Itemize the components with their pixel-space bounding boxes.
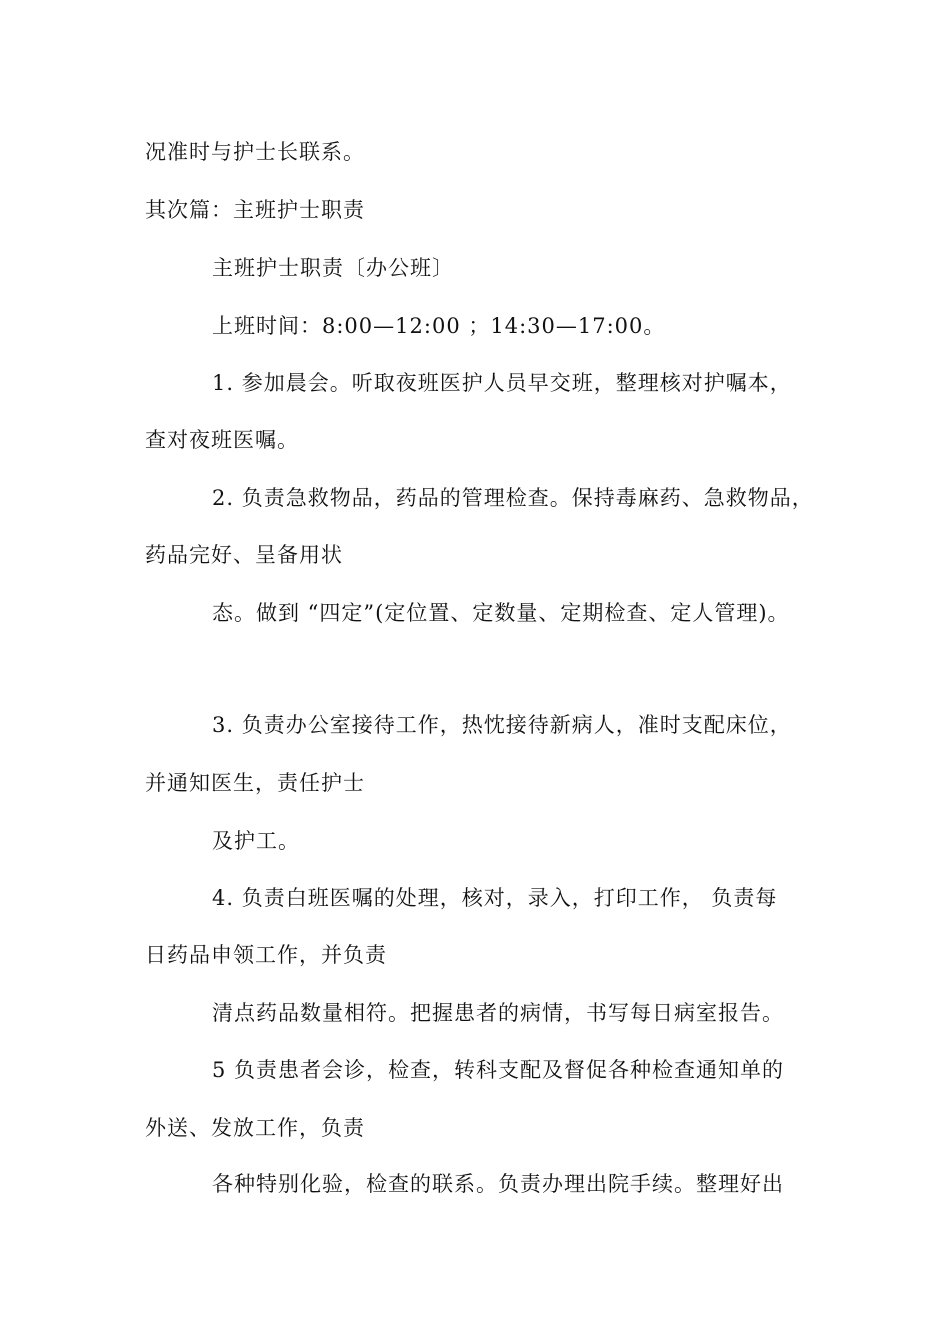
item-5-line-2: 外送、发放工作，负责 (145, 1116, 365, 1140)
item-1-line-1: 1. 参加晨会。听取夜班医护人员早交班，整理核对护嘱本， (212, 371, 792, 395)
item-5-line-3: 各种特别化验，检查的联系。负责办理出院手续。整理好出 (212, 1172, 784, 1196)
text-line-1: 况准时与护士长联系。 (145, 140, 365, 164)
item-3-line-2: 并通知医生，责任护士 (145, 771, 365, 795)
item-5-line-1: 5 负责患者会诊，检查，转科支配及督促各种检查通知单的 (212, 1058, 785, 1082)
subheading: 主班护士职责〔办公班〕 (212, 256, 454, 280)
item-2-line-1: 2. 负责急救物品，药品的管理检查。保持毒麻药、急救物品， (212, 486, 814, 510)
item-2-line-3: 态。做到 “四定”(定位置、定数量、定期检查、定人管理)。 (212, 601, 790, 625)
item-3-line-1: 3. 负责办公室接待工作，热忱接待新病人，准时支配床位， (212, 713, 792, 737)
item-3-line-3: 及护工。 (212, 829, 300, 853)
item-4-line-3: 清点药品数量相符。把握患者的病情，书写每日病室报告。 (212, 1001, 784, 1025)
section-heading: 其次篇：主班护士职责 (145, 198, 365, 222)
item-1-line-2: 查对夜班医嘱。 (145, 428, 299, 452)
item-2-line-2: 药品完好、呈备用状 (145, 543, 343, 567)
work-hours-line: 上班时间：8:00—12:00 ；14:30—17:00。 (212, 314, 666, 338)
item-4-line-1: 4. 负责白班医嘱的处理，核对，录入，打印工作， 负责每 (212, 886, 778, 910)
item-4-line-2: 日药品申领工作，并负责 (145, 943, 387, 967)
